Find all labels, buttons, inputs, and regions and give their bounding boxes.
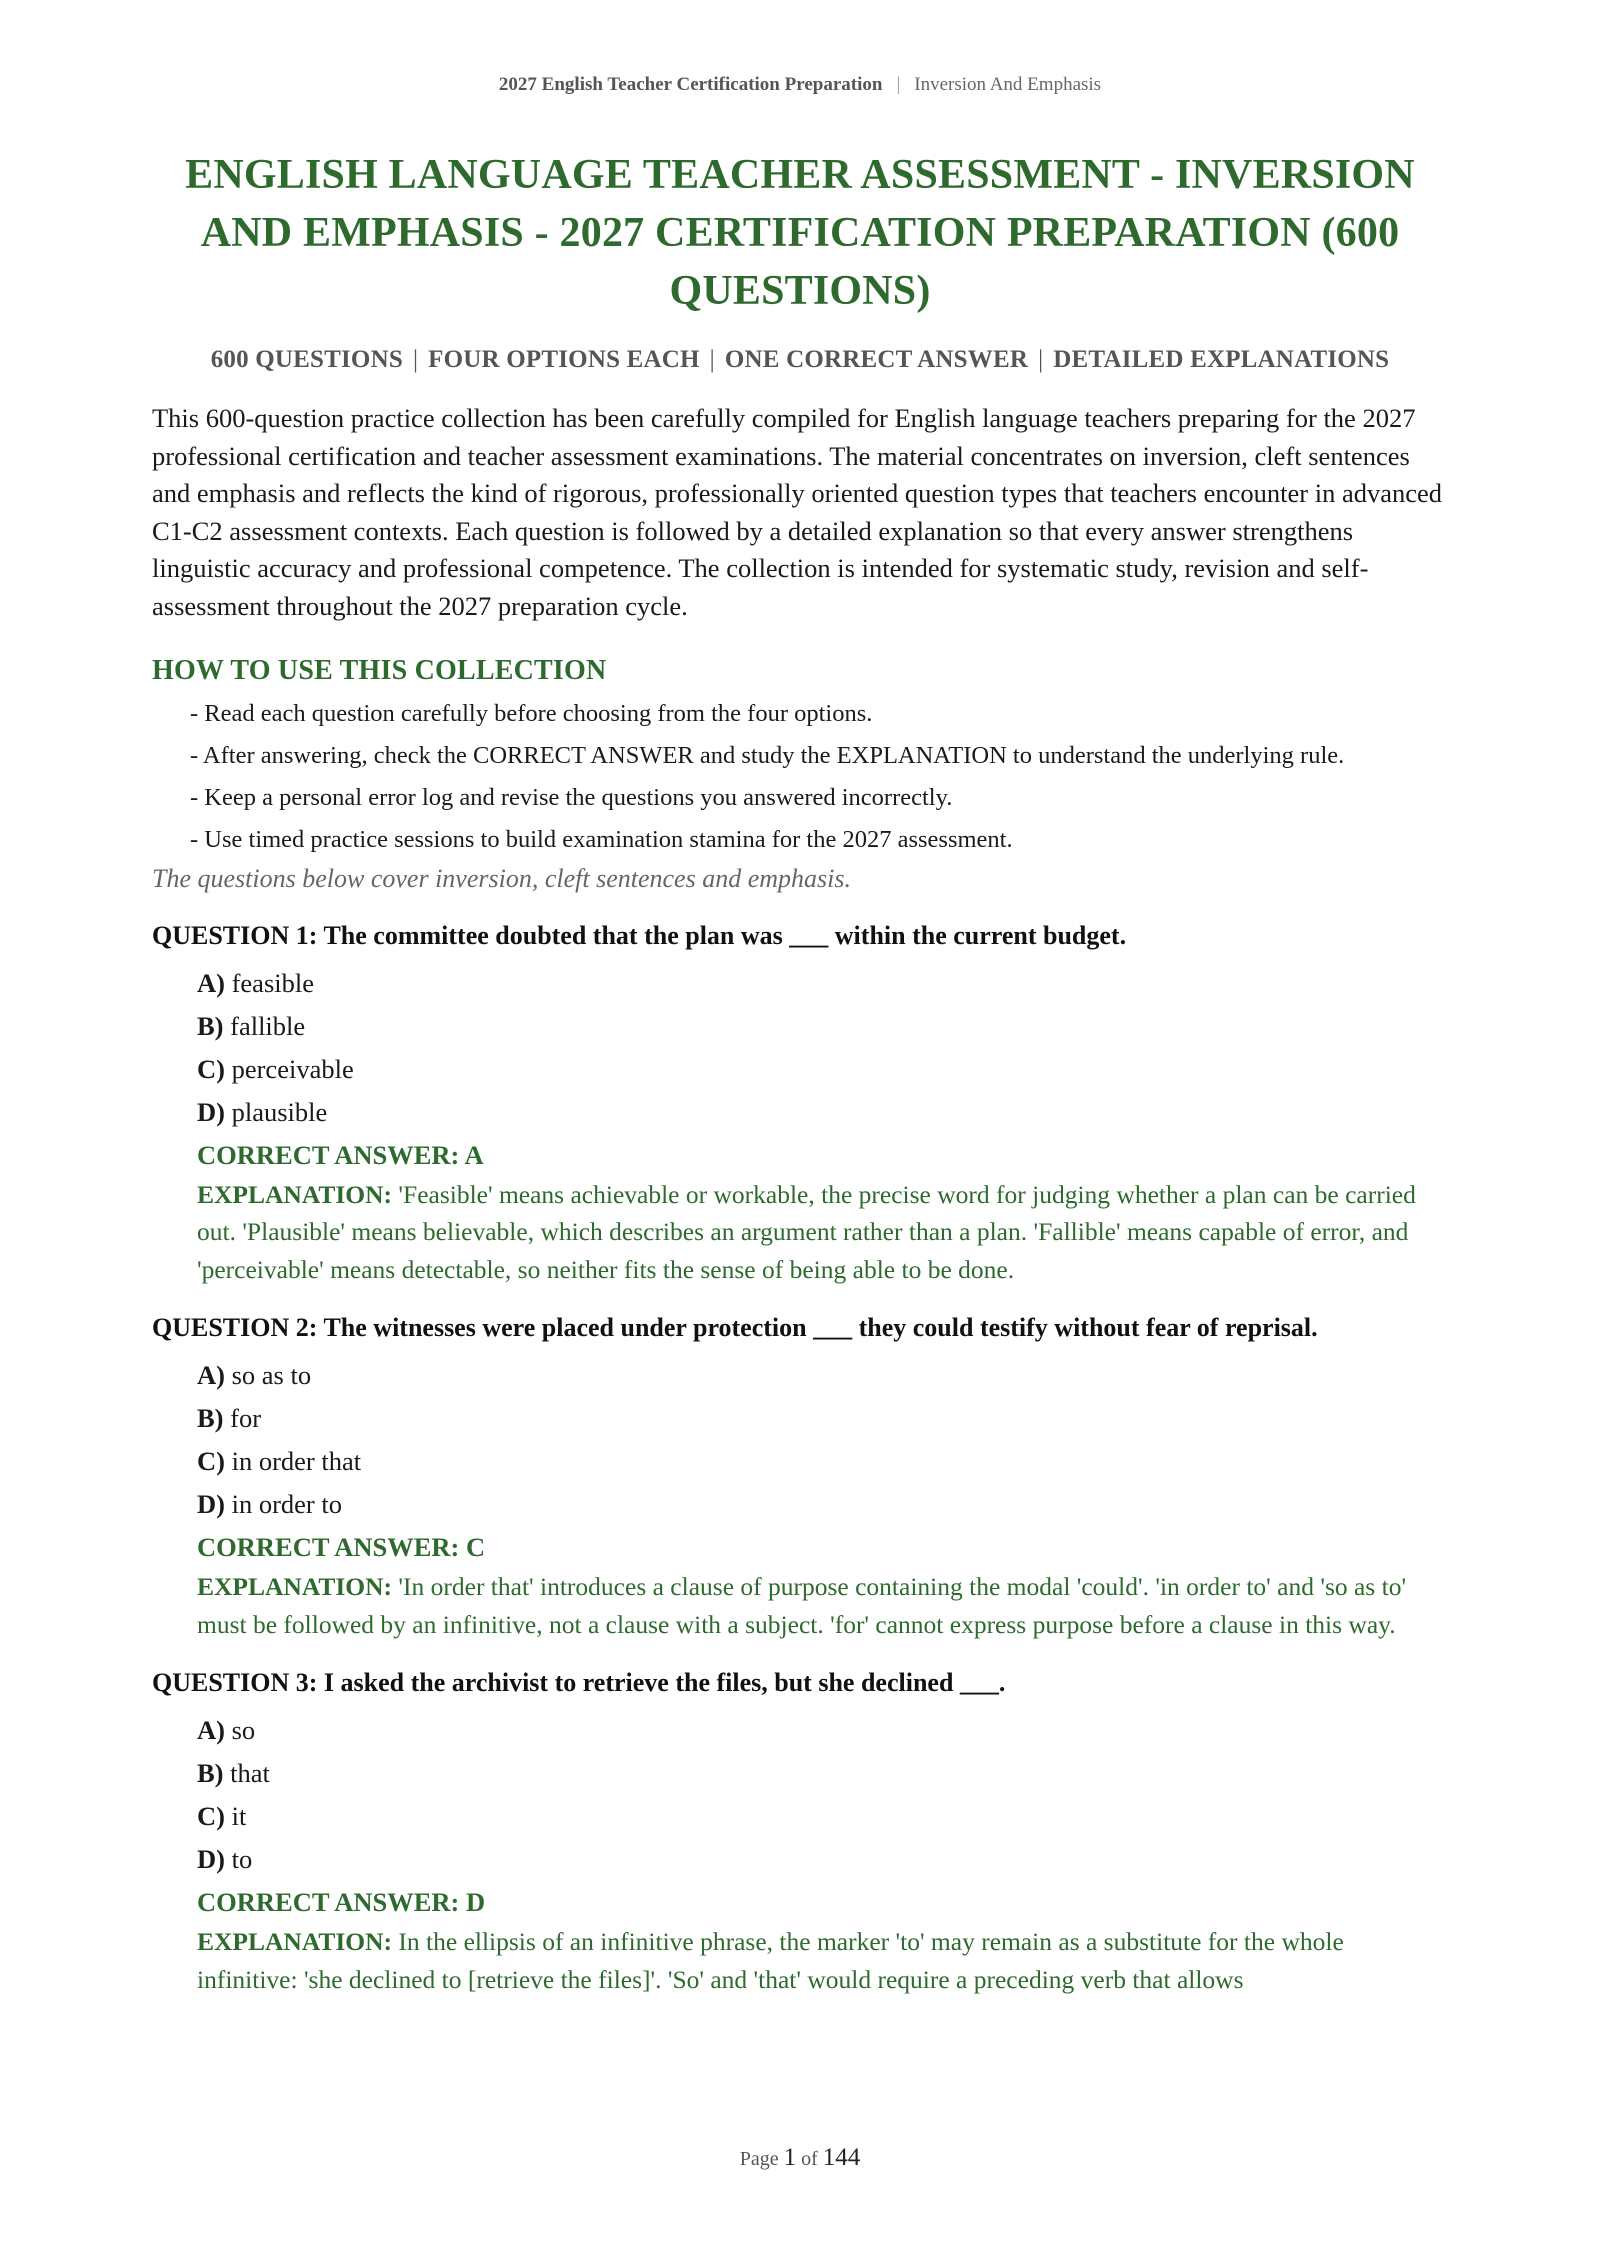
option-text: that <box>230 1758 270 1788</box>
option-a <box>197 962 1448 1005</box>
explanation-text: 'In order that' introduces a clause of purpose containing the modal 'could'. 'in order to' and 'so as to' must be followed by an infinitive, not a clause with a subject. 'for' cannot express purpose before a clause in this way. <box>197 1572 1407 1639</box>
subtitle-separator: | <box>1038 346 1044 373</box>
explanation-label: EXPLANATION: <box>197 1572 393 1601</box>
subtitle-item: FOUR OPTIONS EACH <box>428 346 700 373</box>
subtitle <box>152 346 1448 374</box>
page-total: 144 <box>822 2144 861 2171</box>
option-letter: C) <box>197 1053 225 1084</box>
option-letter: A) <box>197 1715 225 1745</box>
subtitle-separator: | <box>412 346 419 373</box>
page-word: Page <box>739 2148 779 2170</box>
howto-note: The questions below cover inversion, cleft sentences and emphasis. <box>152 863 851 893</box>
option-letter: C) <box>197 1801 225 1831</box>
howto-list <box>152 698 1448 856</box>
option-text: in order that <box>231 1446 362 1476</box>
header-left: 2027 English Teacher Certification Preparation <box>498 74 883 95</box>
option-letter: B) <box>197 1403 224 1433</box>
option-text: feasible <box>231 967 314 998</box>
option-text: so <box>231 1715 256 1745</box>
explanation-text: 'Feasible' means achievable or workable, the precise word for judging whether a plan can be carried out. 'Plausible' means believable, which describes an argument rather than a plan. 'Fallible' means capable of error, and 'perceivable' means detectable, so neither fits the sense of being able to be done. <box>197 1179 1416 1284</box>
option-letter: A) <box>197 1360 225 1390</box>
option-text: to <box>231 1844 253 1874</box>
option-letter: D) <box>197 1096 225 1127</box>
howto-item: - Read each question carefully before choosing from the four options. <box>190 699 873 727</box>
option-a <box>197 1709 1448 1752</box>
option-b <box>197 1397 1448 1440</box>
question-stem: QUESTION 3: I asked the archivist to retrieve the files, but she declined ___. <box>152 1668 1006 1697</box>
option-c <box>197 1795 1448 1838</box>
correct-answer: CORRECT ANSWER: D <box>197 1887 486 1917</box>
header-right: Inversion And Emphasis <box>914 74 1102 95</box>
running-header <box>152 0 1448 104</box>
option-text: in order to <box>231 1489 342 1519</box>
option-b <box>197 1752 1448 1795</box>
explanation-text: In the ellipsis of an infinitive phrase, the marker 'to' may remain as a substitute for the whole infinitive: 'she declined to [retrieve the files]'. 'So' and 'that' would require a preceding verb that allows <box>197 1927 1344 1994</box>
howto-item: - Keep a personal error log and revise the questions you answered incorrectly. <box>190 783 953 811</box>
intro-paragraph: This 600-question practice collection has been carefully compiled for English language teachers preparing for the 2027 professional certification and teacher assessment examinations. The material concentrates on inversion, cleft sentences and emphasis and reflects the kind of rigorous, professionally oriented question types that teachers encounter in advanced C1-C2 assessment contexts. Each question is followed by a detailed explanation so that every answer strengthens linguistic accuracy and professional competence. The collection is intended for systematic study, revision and self-assessment throughout the 2027 preparation cycle. <box>152 403 1442 621</box>
option-d <box>197 1838 1448 1881</box>
option-d <box>197 1483 1448 1526</box>
option-text: it <box>231 1801 247 1831</box>
page-number: 1 <box>783 2144 797 2171</box>
explanation-label: EXPLANATION: <box>197 1927 393 1956</box>
option-text: plausible <box>231 1096 328 1127</box>
option-text: for <box>230 1403 262 1433</box>
option-b <box>197 1005 1448 1048</box>
question-stem: QUESTION 1: The committee doubted that the plan was ___ within the current budget. <box>152 920 1127 950</box>
option-d <box>197 1091 1448 1134</box>
explanation <box>152 1568 1448 1643</box>
option-letter: D) <box>197 1489 225 1519</box>
option-c <box>197 1048 1448 1091</box>
question-3 <box>152 1665 1448 1998</box>
option-text: fallible <box>230 1010 306 1041</box>
subtitle-item: ONE CORRECT ANSWER <box>724 346 1029 373</box>
of-word: of <box>801 2148 818 2170</box>
document-title: ENGLISH LANGUAGE TEACHER ASSESSMENT - INVERSION AND EMPHASIS - 2027 CERTIFICATION PREPARATION (600 QUESTIONS) <box>185 152 1415 314</box>
option-list <box>152 1709 1448 1881</box>
option-letter: B) <box>197 1010 224 1041</box>
question-2 <box>152 1310 1448 1643</box>
option-letter: B) <box>197 1758 224 1788</box>
option-text: perceivable <box>231 1053 354 1084</box>
explanation <box>152 1923 1448 1998</box>
option-list <box>152 962 1448 1134</box>
correct-answer: CORRECT ANSWER: A <box>197 1139 484 1170</box>
option-letter: D) <box>197 1844 225 1874</box>
option-text: so as to <box>231 1360 312 1390</box>
howto-item: - Use timed practice sessions to build examination stamina for the 2027 assessment. <box>190 825 1013 853</box>
option-letter: A) <box>197 967 225 998</box>
question-1 <box>152 918 1448 1289</box>
subtitle-item: DETAILED EXPLANATIONS <box>1053 346 1390 373</box>
subtitle-item: 600 QUESTIONS <box>210 346 403 373</box>
subtitle-separator: | <box>709 346 715 373</box>
howto-item: - After answering, check the CORRECT ANSWER and study the EXPLANATION to understand the underlying rule. <box>190 741 1345 769</box>
option-list <box>152 1354 1448 1526</box>
correct-answer: CORRECT ANSWER: C <box>197 1532 486 1562</box>
option-letter: C) <box>197 1446 225 1476</box>
explanation <box>152 1176 1448 1289</box>
explanation-label: EXPLANATION: <box>197 1179 393 1209</box>
header-separator: | <box>896 74 901 95</box>
option-c <box>197 1440 1448 1483</box>
page-footer <box>0 2144 1600 2172</box>
option-a <box>197 1354 1448 1397</box>
howto-heading: HOW TO USE THIS COLLECTION <box>152 654 607 686</box>
question-stem: QUESTION 2: The witnesses were placed under protection ___ they could testify without fear of reprisal. <box>152 1313 1318 1342</box>
